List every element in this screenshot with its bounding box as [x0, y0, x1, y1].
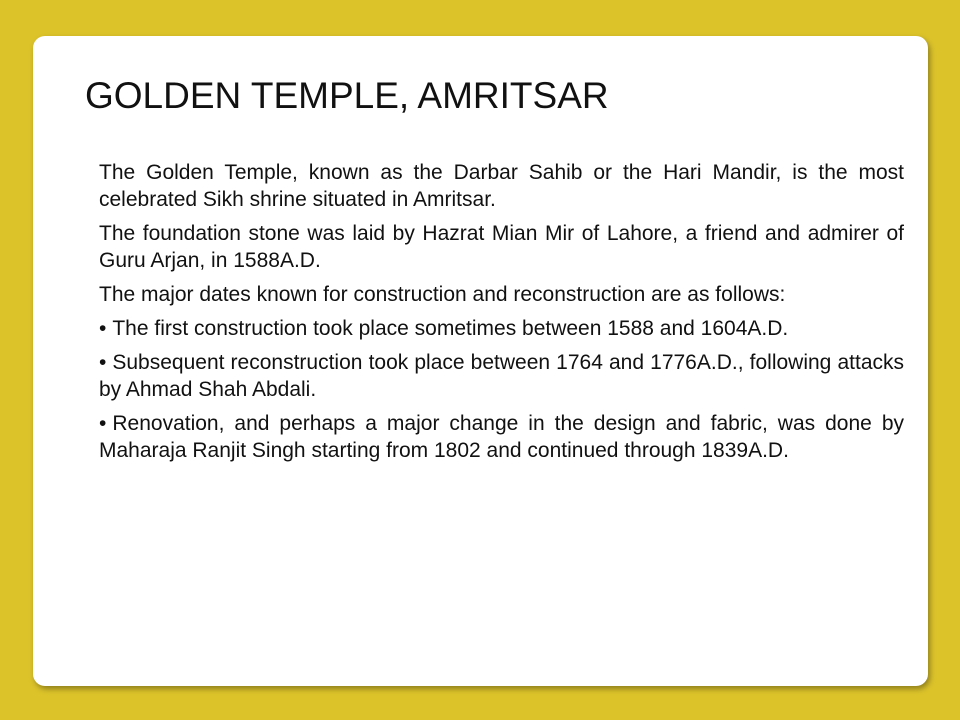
bullet-item	[99, 315, 904, 342]
bullet-icon: •	[99, 317, 107, 340]
bullet-item	[99, 410, 904, 464]
bullet-text: Renovation, and perhaps a major change in the design and fabric, was done by Maharaja Ranjit Singh starting from 1802 and continued through 1839A.D.	[99, 412, 904, 462]
paragraph-intro: The Golden Temple, known as the Darbar Sahib or the Hari Mandir, is the most celebrated Sikh shrine situated in Amritsar.	[99, 161, 904, 211]
slide-title: GOLDEN TEMPLE, AMRITSAR	[85, 75, 609, 116]
slide-card	[33, 36, 928, 686]
paragraph-foundation: The foundation stone was laid by Hazrat Mian Mir of Lahore, a friend and admirer of Guru Arjan, in 1588A.D.	[99, 222, 904, 272]
bullet-text: The first construction took place sometimes between 1588 and 1604A.D.	[112, 317, 789, 340]
bullet-icon: •	[99, 412, 107, 435]
slide-body	[99, 159, 904, 471]
bullet-item	[99, 349, 904, 403]
bullet-text: Subsequent reconstruction took place between 1764 and 1776A.D., following attacks by Ahmad Shah Abdali.	[99, 351, 904, 401]
bullet-icon: •	[99, 351, 107, 374]
paragraph-dates-intro: The major dates known for construction and reconstruction are as follows:	[99, 283, 786, 306]
